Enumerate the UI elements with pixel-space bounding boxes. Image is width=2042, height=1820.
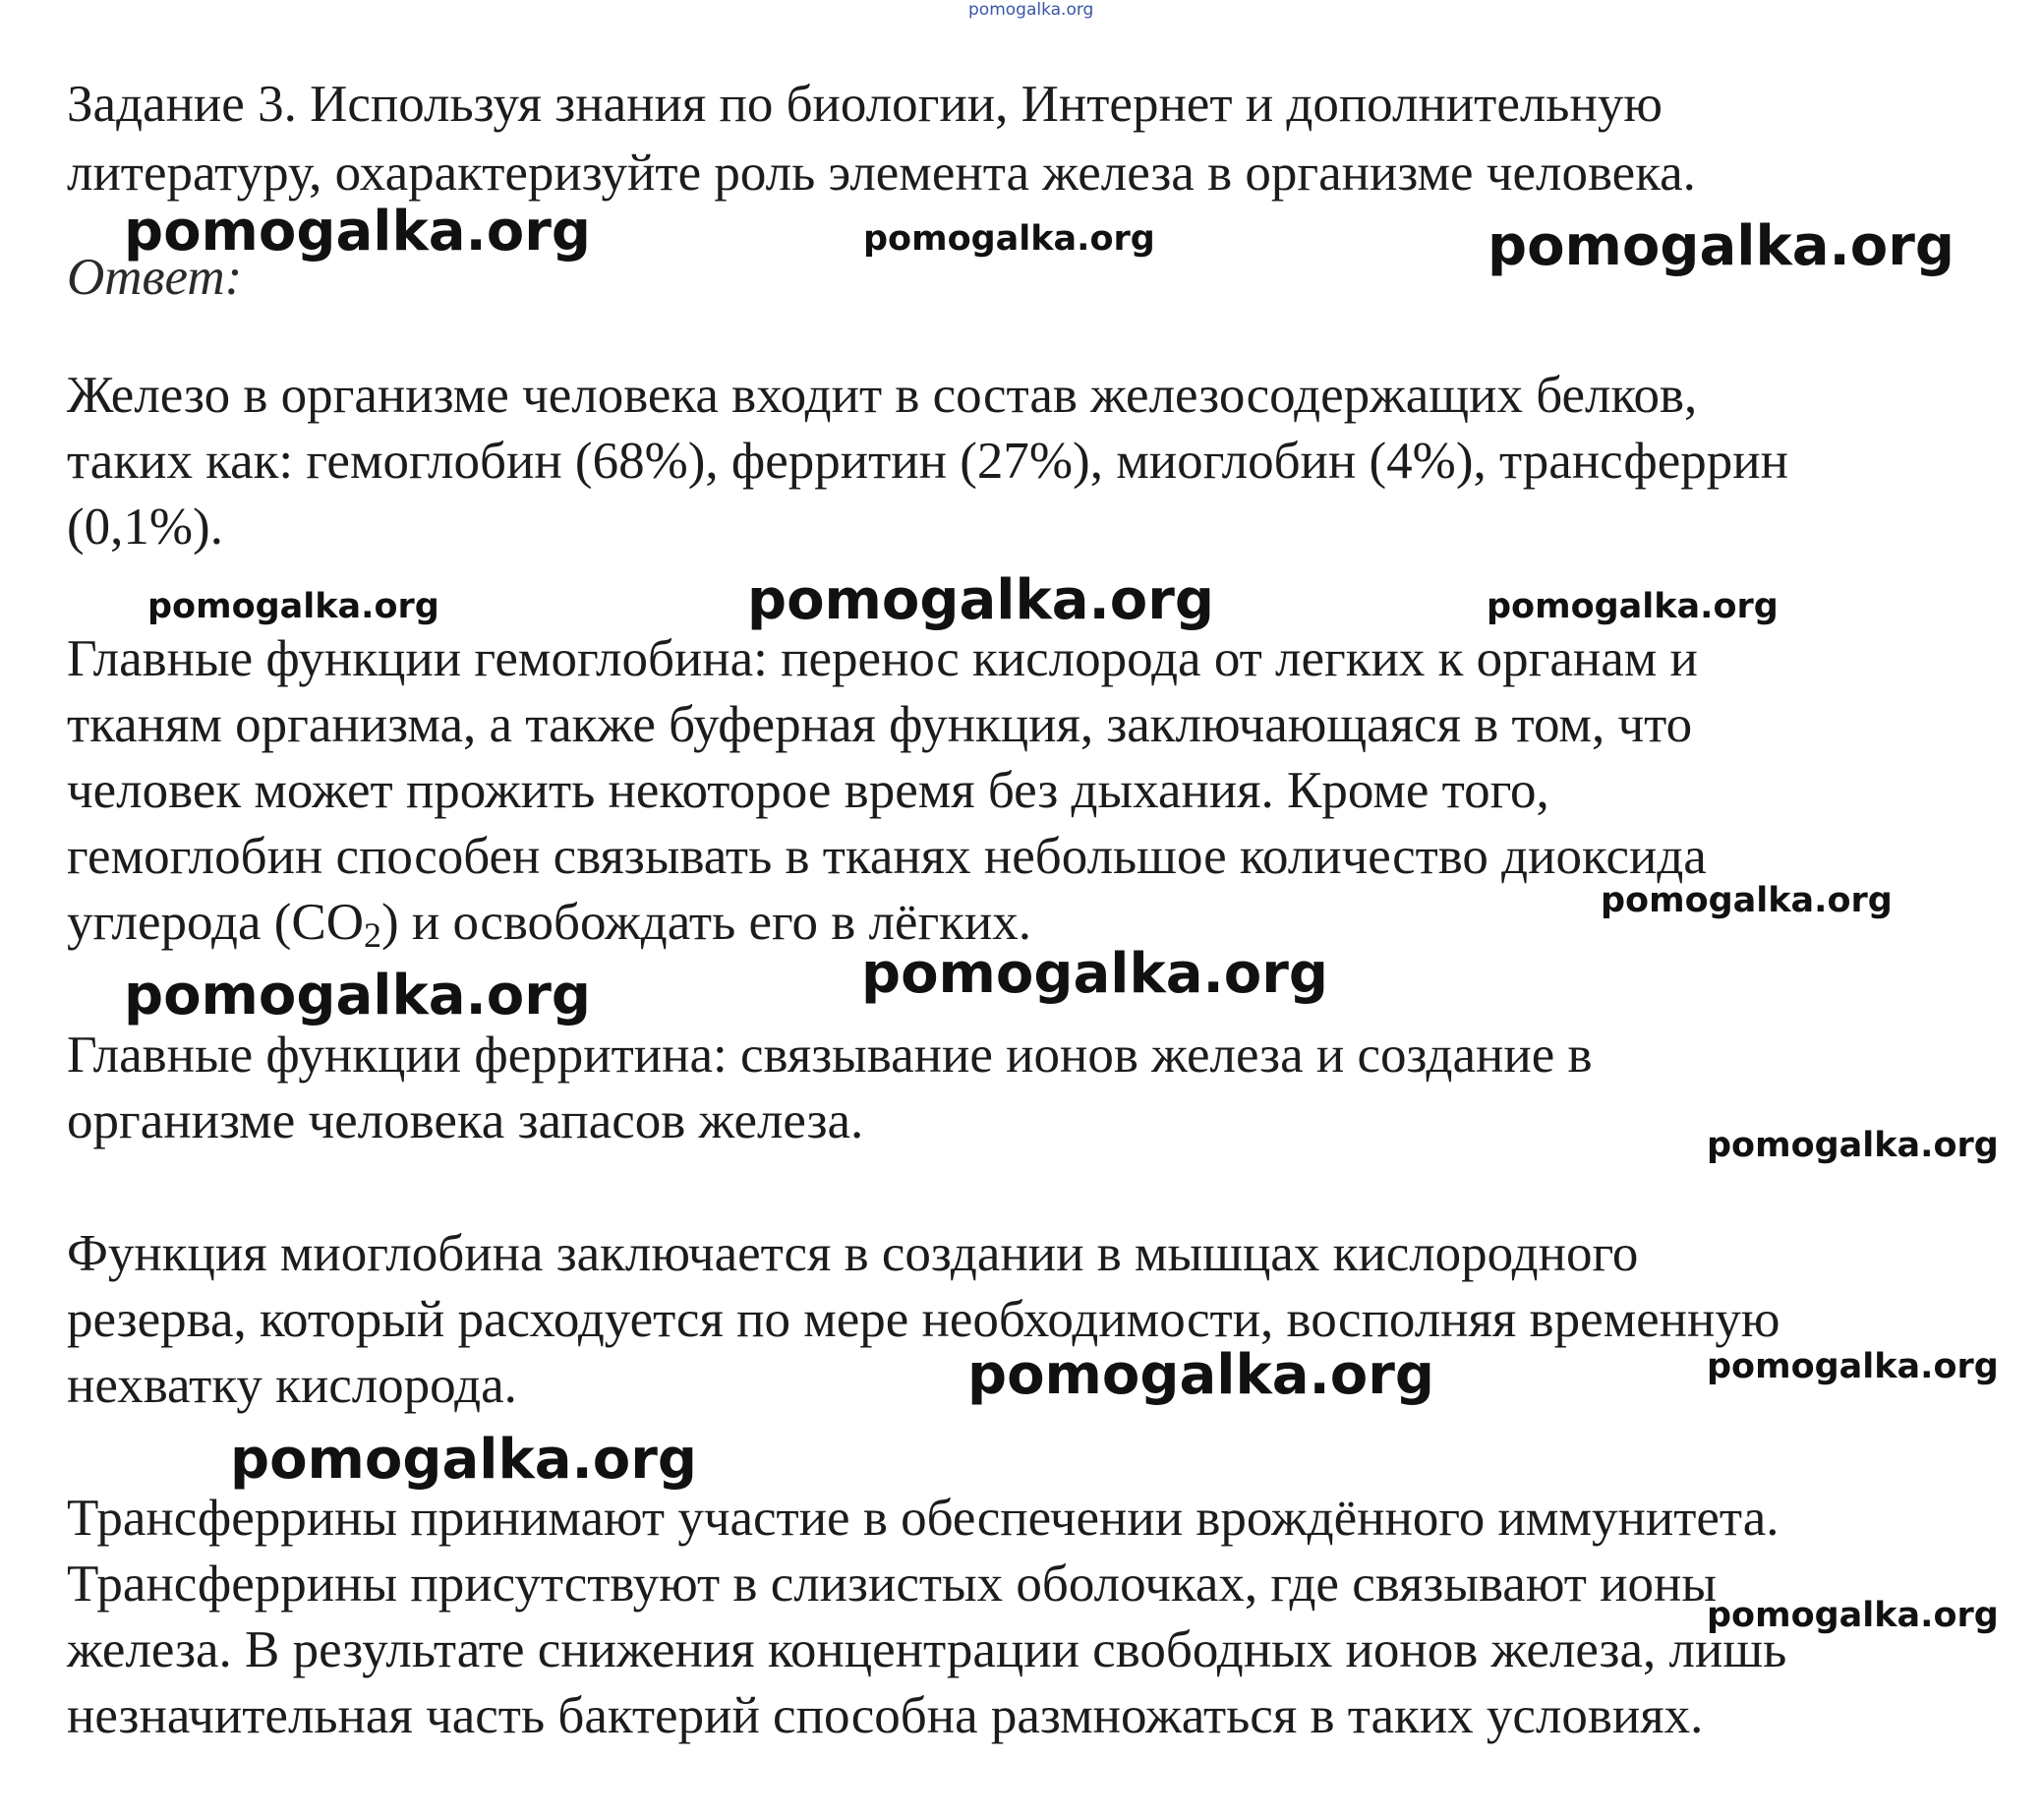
- paragraph-2-line-4: гемоглобин способен связывать в тканях небольшое количество диоксида: [67, 828, 1707, 885]
- paragraph-5-line-1: Трансферрины принимают участие в обеспечении врождённого иммунитета.: [67, 1490, 1779, 1547]
- watermark: pomogalka.org: [230, 1428, 697, 1492]
- paragraph-1-line-1: Железо в организме человека входит в состав железосодержащих белков,: [67, 367, 1698, 424]
- watermark: pomogalka.org: [1707, 1126, 1999, 1165]
- paragraph-3-line-2: организме человека запасов железа.: [67, 1092, 864, 1149]
- task-line-1: Задание 3. Используя знания по биологии, Интернет и дополнительную: [67, 76, 1663, 133]
- watermark: pomogalka.org: [863, 219, 1155, 259]
- watermark: pomogalka.org: [1707, 1347, 1999, 1386]
- paragraph-2-line-2: тканям организма, а также буферная функция, заключающаяся в том, что: [67, 696, 1693, 753]
- paragraph-1-line-3: (0,1%).: [67, 499, 223, 556]
- paragraph-2-line-5-start: углерода (CO: [67, 894, 365, 951]
- paragraph-1-line-2: таких как: гемоглобин (68%), ферритин (27%), миоглобин (4%), трансферрин: [67, 433, 1788, 490]
- watermark: pomogalka.org: [1707, 1596, 1999, 1635]
- paragraph-5-line-2: Трансферрины присутствуют в слизистых оболочках, где связывают ионы: [67, 1556, 1717, 1613]
- paragraph-5-line-3: железа. В результате снижения концентрации свободных ионов железа, лишь: [67, 1621, 1787, 1678]
- watermark: pomogalka.org: [147, 587, 439, 626]
- paragraph-3-line-1: Главные функции ферритина: связывание ионов железа и создание в: [67, 1027, 1593, 1084]
- paragraph-4-line-2: резерва, который расходуется по мере необходимости, восполняя временную: [67, 1291, 1780, 1348]
- watermark: pomogalka.org: [1601, 881, 1893, 920]
- paragraph-5-line-4: незначительная часть бактерий способна размножаться в таких условиях.: [67, 1687, 1704, 1744]
- watermark: pomogalka.org: [124, 200, 591, 264]
- watermark: pomogalka.org: [124, 964, 591, 1027]
- top-watermark: pomogalka.org: [968, 0, 1094, 20]
- paragraph-4-line-3: нехватку кислорода.: [67, 1357, 517, 1414]
- paragraph-2-line-3: человек может прожить некоторое время без дыхания. Кроме того,: [67, 762, 1549, 819]
- watermark: pomogalka.org: [1488, 214, 1954, 278]
- paragraph-2-line-5-end: ) и освобождать его в лёгких.: [381, 894, 1032, 951]
- watermark: pomogalka.org: [747, 568, 1214, 632]
- paragraph-4-line-1: Функция миоглобина заключается в создании в мышцах кислородного: [67, 1225, 1639, 1282]
- task-line-2: литературу, охарактеризуйте роль элемента железа в организме человека.: [67, 145, 1696, 202]
- watermark: pomogalka.org: [1487, 587, 1779, 626]
- answer-label: Ответ:: [67, 249, 243, 306]
- watermark: pomogalka.org: [967, 1343, 1434, 1407]
- paragraph-2-line-1: Главные функции гемоглобина: перенос кислорода от легких к органам и: [67, 630, 1698, 687]
- watermark: pomogalka.org: [861, 942, 1328, 1006]
- co2-subscript: 2: [364, 915, 382, 955]
